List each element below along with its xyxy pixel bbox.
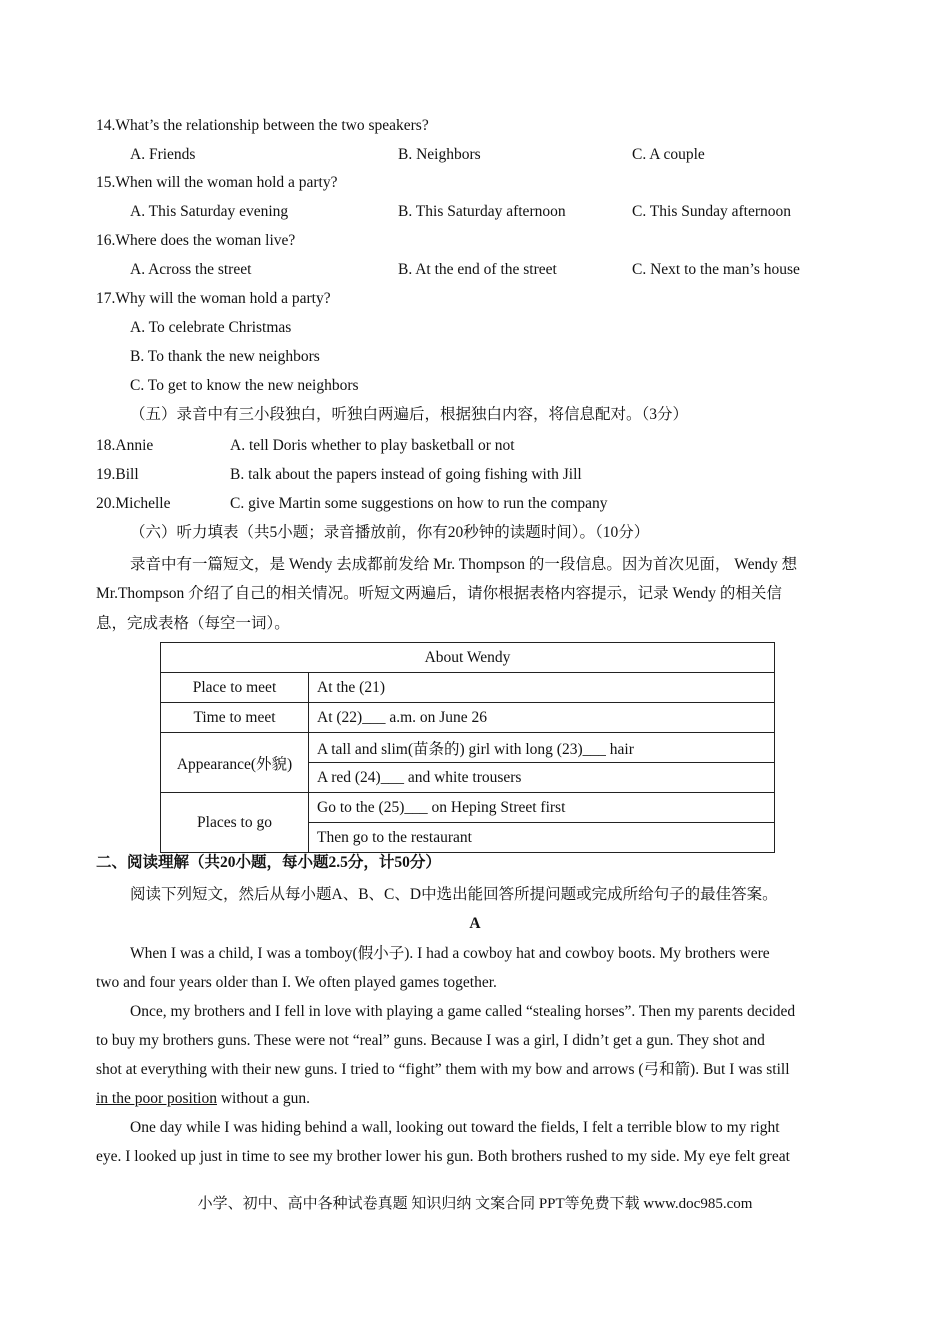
paragraph-3-line-2: eye. I looked up just in time to see my brother lower his gun. Both brothers rushed to my side. My eye felt great (96, 1148, 790, 1165)
question-17-option-c: C. To get to know the new neighbors (130, 377, 359, 394)
question-16-stem: 16.Where does the woman live? (96, 232, 296, 249)
question-16-option-b: B. At the end of the street (398, 261, 557, 278)
time-to-meet-label: Time to meet (161, 703, 309, 733)
paragraph-2-line-3: shot at everything with their new guns. I tried to “fight” them with my bow and arrows (弓和箭). But I was still (96, 1061, 790, 1078)
question-14-option-c: C. A couple (632, 146, 705, 163)
place-to-meet-label: Place to meet (161, 673, 309, 703)
reading-instruction: 阅读下列短文，然后从每小题A、B、C、D中选出能回答所提问题或完成所给句子的最佳答案。 (130, 886, 778, 903)
places-to-go-value-1: Go to the (25)___ on Heping Street first (309, 793, 775, 823)
appearance-label: Appearance(外貌) (161, 733, 309, 793)
places-to-go-value-2: Then go to the restaurant (309, 823, 775, 853)
match-item-20: 20.Michelle (96, 495, 171, 512)
paragraph-2-line-4 (96, 1084, 848, 1113)
question-15-option-a: A. This Saturday evening (130, 203, 289, 220)
appearance-value-1: A tall and slim(苗条的) girl with long (23)___ hair (309, 733, 775, 763)
section-6-intro-line-3: 息，完成表格（每空一词）。 (96, 615, 290, 632)
section-6-intro-line-1: 录音中有一篇短文，是 Wendy 去成都前发给 Mr. Thompson 的一段信息。因为首次见面， Wendy 想 (130, 556, 798, 573)
paragraph-1-line-1: When I was a child, I was a tomboy(假小子). I had a cowboy hat and cowboy boots. My brothers were (130, 945, 770, 962)
places-to-go-label: Places to go (161, 793, 309, 853)
match-item-18: 18.Annie (96, 437, 154, 454)
passage-body (96, 939, 848, 1171)
match-item-19: 19.Bill (96, 466, 139, 483)
table-header: About Wendy (161, 643, 775, 673)
paragraph-1-line-2: two and four years older than I. We often played games together. (96, 974, 497, 991)
match-option-b: B. talk about the papers instead of going fishing with Jill (230, 466, 582, 483)
question-14-option-a: A. Friends (130, 146, 196, 163)
paragraph-2-line-1: Once, my brothers and I fell in love with playing a game called “stealing horses”. Then my parents decided (130, 1003, 796, 1020)
question-14-stem: 14.What’s the relationship between the two speakers? (96, 117, 429, 134)
question-15-option-c: C. This Sunday afternoon (632, 203, 792, 220)
section-5-title: （五）录音中有三小段独白，听独白两遍后，根据独白内容，将信息配对。（3分） (130, 406, 689, 423)
time-to-meet-value: At (22)___ a.m. on June 26 (309, 703, 775, 733)
question-14-option-b: B. Neighbors (398, 146, 481, 163)
paragraph-2-line-2: to buy my brothers guns. These were not “real” guns. Because I was a girl, I didn’t get a gun. They shot and (96, 1032, 765, 1049)
about-wendy-table (160, 642, 775, 853)
place-to-meet-value: At the (21) (309, 673, 775, 703)
question-17-option-b: B. To thank the new neighbors (130, 348, 320, 365)
section-6-title: （六）听力填表（共5小题；录音播放前，你有20秒钟的读题时间）。（10分） (130, 524, 650, 541)
question-16-option-a: A. Across the street (130, 261, 252, 278)
question-17-stem: 17.Why will the woman hold a party? (96, 290, 331, 307)
question-17-option-a: A. To celebrate Christmas (130, 319, 292, 336)
section-6-intro-line-2: Mr.Thompson 介绍了自己的相关情况。听短文两遍后，请你根据表格内容提示，记录 Wendy 的相关信 (96, 585, 782, 602)
paragraph-2-line-4-rest: without a gun. (216, 1090, 310, 1107)
match-option-a: A. tell Doris whether to play basketball or not (230, 437, 515, 454)
question-15-option-b: B. This Saturday afternoon (398, 203, 566, 220)
page-footer: 小学、初中、高中各种试卷真题 知识归纳 文案合同 PPT等免费下载 www.doc985.com (197, 1196, 753, 1212)
question-15-stem: 15.When will the woman hold a party? (96, 174, 338, 191)
reading-heading: 二、阅读理解（共20小题，每小题2.5分，计50分） (96, 854, 441, 871)
question-16-option-c: C. Next to the man’s house (632, 261, 800, 278)
appearance-value-2: A red (24)___ and white trousers (309, 763, 775, 793)
paragraph-3-line-1: One day while I was hiding behind a wall, looking out toward the fields, I felt a terrible blow to my right (130, 1119, 780, 1136)
underlined-phrase: in the poor position (96, 1090, 217, 1107)
match-option-c: C. give Martin some suggestions on how to run the company (230, 495, 608, 512)
passage-label: A (469, 915, 481, 932)
